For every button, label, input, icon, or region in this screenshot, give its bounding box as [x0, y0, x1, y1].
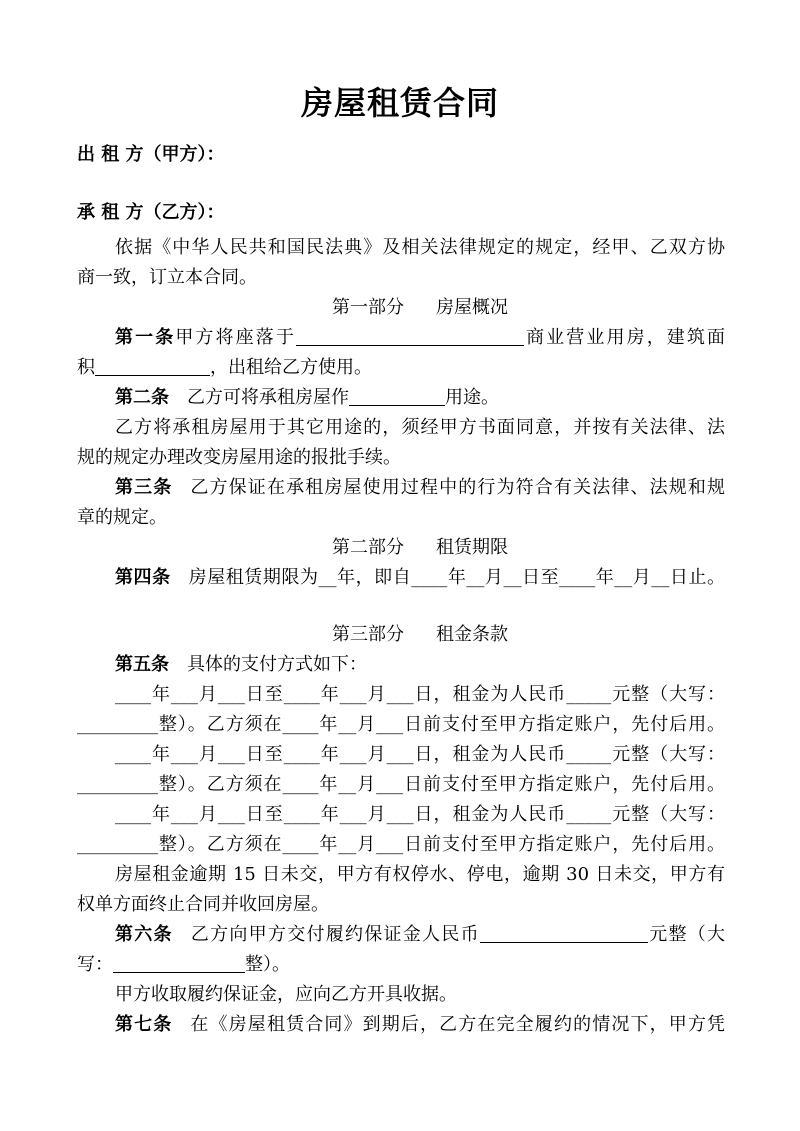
- article-3-line-1: 第三条 乙方保证在承租房屋使用过程中的行为符合有关法律、法规和规: [115, 477, 726, 498]
- payment-row-2-line-1: ____年___月___日至____年___月___日，租金为人民币_____元整（大写：: [115, 744, 725, 765]
- article-2-line-1: 第二条 乙方可将承租房屋作 用途。: [115, 387, 499, 408]
- lessee-label: 承 租 方（乙方）：: [77, 202, 225, 223]
- article-4-line: 第四条 房屋租赁期限为__年，即自____年__月__日至____年__月__日止。: [115, 567, 725, 588]
- lessor-label: 出 租 方（甲方）：: [77, 144, 225, 165]
- article-6-para: 甲方收取履约保证金，应向乙方开具收据。: [115, 984, 457, 1005]
- intro-line-1: 依据《中华人民共和国民法典》及相关法律规定的规定，经甲、乙双方协: [115, 237, 725, 258]
- late-payment-line-1: 房屋租金逾期 15 日未交，甲方有权停水、停电，逾期 30 日未交，甲方有: [115, 864, 725, 885]
- article-label: 第六条: [115, 924, 173, 945]
- article-label: 第三条: [115, 477, 173, 498]
- article-2-para-line-2: 规的规定办理改变房屋用途的报批手续。: [77, 447, 401, 468]
- payment-row-1-line-1: ____年___月___日至____年___月___日，租金为人民币_____元整（大写：: [115, 684, 725, 705]
- part-three-heading: 第三部分 租金条款: [332, 624, 508, 645]
- blank-field[interactable]: [95, 355, 210, 376]
- article-label: 第五条: [115, 654, 169, 675]
- blank-field[interactable]: [296, 325, 524, 346]
- payment-row-3-line-1: ____年___月___日至____年___月___日，租金为人民币_____元整（大写：: [115, 804, 725, 825]
- article-label: 第一条: [115, 327, 176, 348]
- article-label: 第四条: [115, 567, 171, 588]
- payment-row-1-line-2: _________整）。乙方须在____年__月___日前支付至甲方指定账户，先付后用。: [77, 714, 725, 735]
- blank-field[interactable]: [349, 385, 445, 406]
- article-label: 第二条: [115, 387, 169, 408]
- article-6-line-2: 写： 整）。: [77, 954, 290, 975]
- payment-row-2-line-2: _________整）。乙方须在____年__月___日前支付至甲方指定账户，先付后用。: [77, 774, 725, 795]
- article-7-line-1: 第七条 在《房屋租赁合同》到期后，乙方在完全履约的情况下，甲方凭: [115, 1014, 726, 1035]
- late-payment-line-2: 权单方面终止合同并收回房屋。: [77, 894, 329, 915]
- article-5-lead: 第五条 具体的支付方式如下：: [115, 654, 367, 675]
- article-label: 第七条: [115, 1014, 173, 1035]
- intro-line-2: 商一致，订立本合同。: [77, 267, 257, 288]
- part-two-heading: 第二部分 租赁期限: [332, 537, 508, 558]
- part-one-heading: 第一部分 房屋概况: [332, 297, 508, 318]
- payment-row-3-line-2: _________整）。乙方须在____年__月___日前支付至甲方指定账户，先付后用。: [77, 834, 725, 855]
- article-2-para-line-1: 乙方将承租房屋用于其它用途的，须经甲方书面同意，并按有关法律、法: [115, 417, 725, 438]
- article-6-line-1: 第六条 乙方向甲方交付履约保证金人民币 元整（大: [115, 924, 726, 945]
- blank-field[interactable]: [113, 952, 245, 973]
- article-1-line-2: 积 ，出租给乙方使用。: [77, 357, 372, 378]
- article-3-line-2: 章的规定。: [77, 507, 167, 528]
- article-1-line-1: 第一条甲方将座落于 商业营业用房，建筑面: [115, 327, 726, 348]
- blank-field[interactable]: [480, 922, 648, 943]
- page-title: 房屋租赁合同: [300, 84, 499, 122]
